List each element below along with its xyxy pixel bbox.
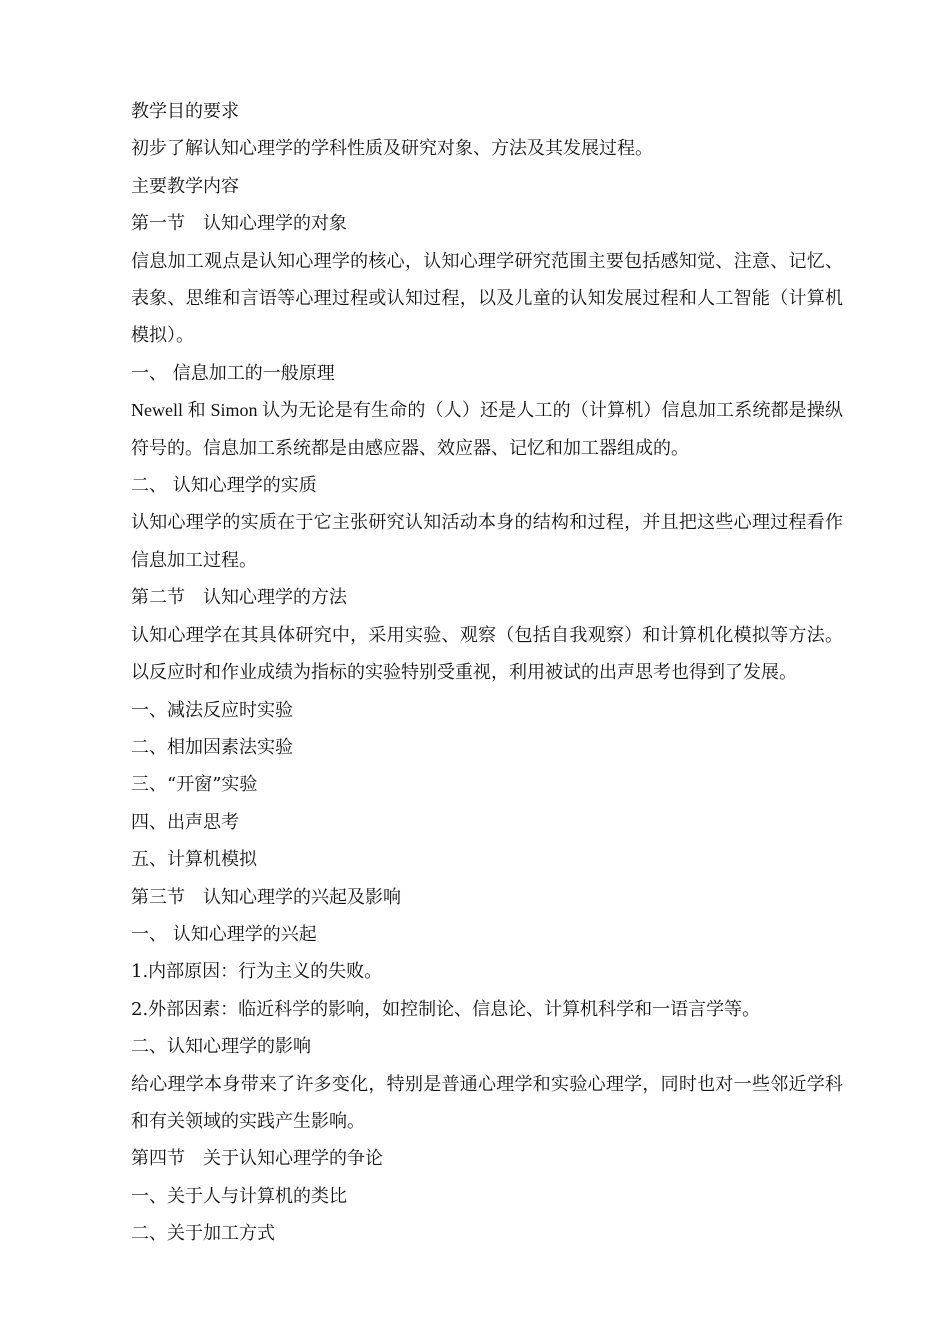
method-item: 二、相加因素法实验 — [131, 736, 293, 758]
method-item: 一、减法反应时实验 — [131, 699, 293, 721]
section-1-sub-1-title: 一、 信息加工的一般原理 — [131, 362, 335, 384]
content-heading: 主要教学内容 — [131, 175, 239, 197]
section-3-sub-2-title: 二、认知心理学的影响 — [131, 1036, 311, 1058]
section-2-title: 第二节 认知心理学的方法 — [131, 587, 347, 609]
debate-item: 一、关于人与计算机的类比 — [131, 1185, 347, 1207]
section-1-title: 第一节 认知心理学的对象 — [131, 213, 347, 235]
method-item: 五、计算机模拟 — [131, 849, 257, 871]
reason-internal: 1.内部原因：行为主义的失败。 — [131, 961, 383, 983]
section-1-sub-1-text: Newell 和 Simon 认为无论是有生命的（人）还是人工的（计算机）信息加工系统都是操纵符号的。信息加工系统都是由感应器、效应器、记忆和加工器组成的。 — [131, 400, 843, 458]
document-body — [131, 93, 843, 1253]
section-1-sub-2-title: 二、 认知心理学的实质 — [131, 475, 317, 497]
debate-item: 二、关于加工方式 — [131, 1223, 275, 1245]
section-3-title: 第三节 认知心理学的兴起及影响 — [131, 886, 401, 908]
section-1-intro: 信息加工观点是认知心理学的核心，认知心理学研究范围主要包括感知觉、注意、记忆、表象、思维和言语等心理过程或认知过程，以及儿童的认知发展过程和人工智能（计算机模拟）。 — [131, 250, 843, 347]
method-item: 三、“开窗”实验 — [131, 774, 258, 796]
method-item: 四、出声思考 — [131, 811, 239, 833]
section-2-intro: 认知心理学在其具体研究中，采用实验、观察（包括自我观察）和计算机化模拟等方法。以反应时和作业成绩为指标的实验特别受重视，利用被试的出声思考也得到了发展。 — [131, 624, 843, 684]
section-4-title: 第四节 关于认知心理学的争论 — [131, 1148, 383, 1170]
objective-text: 初步了解认知心理学的学科性质及研究对象、方法及其发展过程。 — [131, 138, 653, 160]
section-3-sub-2-text: 给心理学本身带来了许多变化，特别是普通心理学和实验心理学，同时也对一些邻近学科和有关领域的实践产生影响。 — [131, 1073, 843, 1132]
objective-heading: 教学目的要求 — [131, 101, 239, 122]
section-1-sub-2-text: 认知心理学的实质在于它主张研究认知活动本身的结构和过程，并且把这些心理过程看作信息加工过程。 — [131, 512, 843, 571]
reason-external: 2.外部因素：临近科学的影响，如控制论、信息论、计算机科学和一语言学等。 — [131, 998, 761, 1020]
section-3-sub-1-title: 一、 认知心理学的兴起 — [131, 923, 317, 945]
